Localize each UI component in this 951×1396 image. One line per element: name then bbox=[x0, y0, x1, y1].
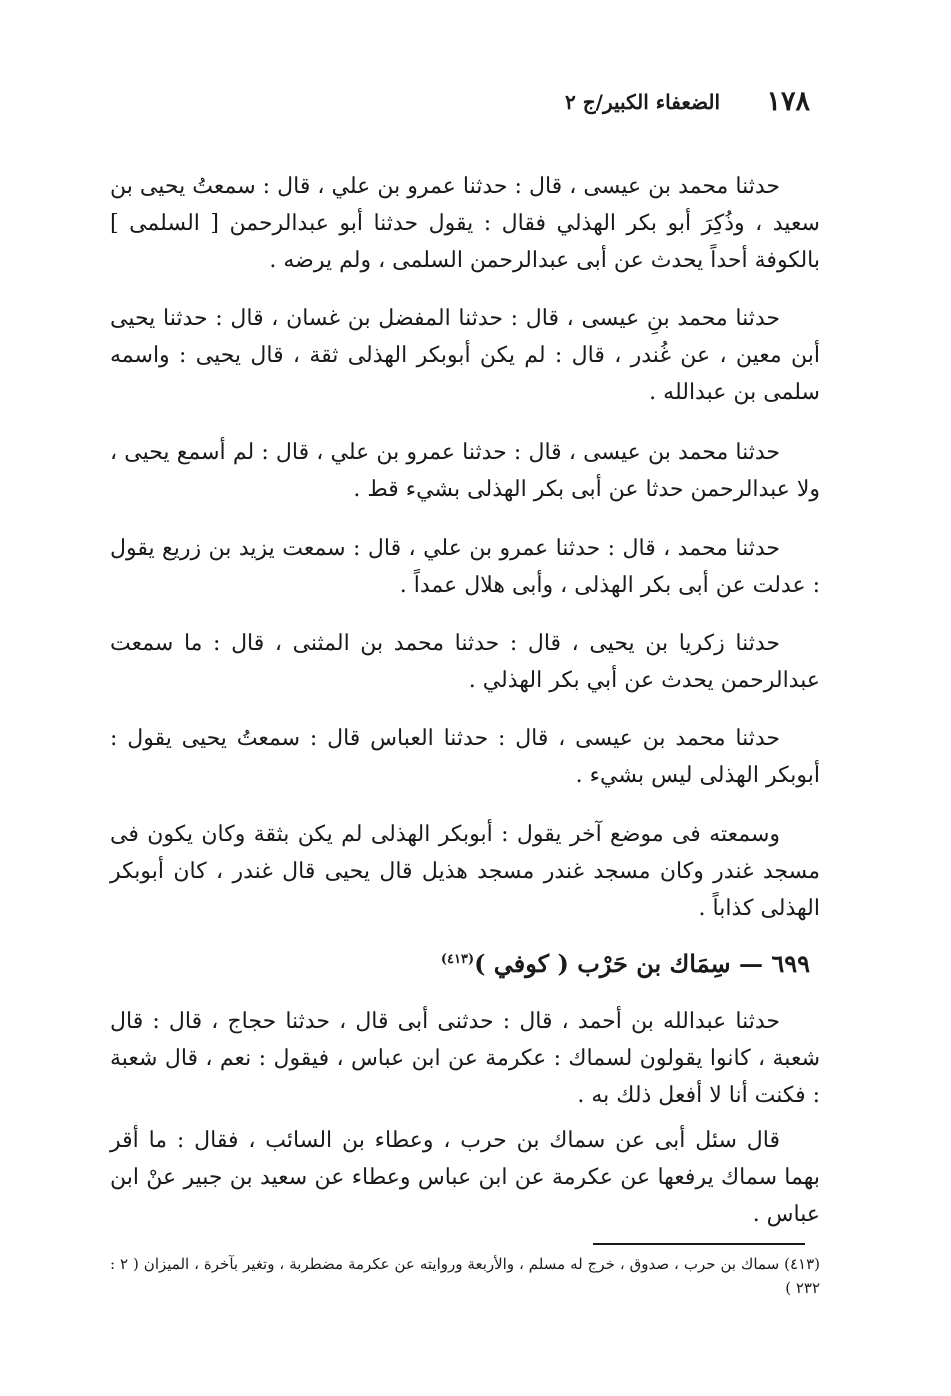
paragraph-text: قال سئل أبى عن سماك بن حرب ، وعطاء بن السائب ، فقال : ما أقر بهما سماك يرفعها عن عكرمة عن ابن عباس وعطاء عن سعيد بن جبير عنْ ابن عباس . bbox=[110, 1128, 820, 1227]
paragraph-text: وسمعته فى موضع آخر يقول : أبوبكر الهذلى لم يكن بثقة وكان يكون فى مسجد غندر وكان مسجد غندر مسجد هذيل قال يحيى قال غندر ، كان أبوبكر الهذلى كذاباً . bbox=[110, 822, 820, 921]
paragraph-text: حدثنا محمد بن عيسى ، قال : حدثنا العباس قال : سمعتُ يحيى يقول : أبوبكر الهذلى ليس بشيء . bbox=[110, 726, 820, 788]
paragraph-text: حدثنا محمد بنِ عيسى ، قال : حدثنا المفضل بن غسان ، قال : حدثنا يحيى أبن معين ، عن غُندر ، قال : لم يكن أبوبكر الهذلى ثقة ، قال يحيى : واسمه سلمى بن عبدالله . bbox=[110, 306, 820, 405]
page-number: ١٧٨ bbox=[766, 86, 810, 117]
paragraph-6 bbox=[110, 720, 820, 794]
paragraph-text: حدثنا محمد بن عيسى ، قال : حدثنا عمرو بن علي ، قال : لم أسمع يحيى ، ولا عبدالرحمن حدثا عن أبى بكر الهذلى بشيء قط . bbox=[110, 440, 820, 502]
entry-paragraph-1 bbox=[110, 1003, 820, 1114]
paragraph-5 bbox=[110, 625, 820, 699]
paragraph-2 bbox=[110, 300, 820, 411]
paragraph-3 bbox=[110, 434, 820, 508]
paragraph-text: حدثنا محمد ، قال : حدثنا عمرو بن علي ، قال : سمعت يزيد بن زريع يقول : عدلت عن أبى بكر الهذلى ، وأبى هلال عمداً . bbox=[110, 536, 820, 598]
footnote-divider bbox=[593, 1243, 805, 1245]
paragraph-4 bbox=[110, 530, 820, 604]
entry-paragraph-2 bbox=[110, 1122, 820, 1233]
paragraph-text: حدثنا محمد بن عيسى ، قال : حدثنا عمرو بن علي ، قال : سمعتُ يحيى بن سعيد ، وذُكِرَ أبو بكر الهذلي فقال : يقول حدثنا أبو عبدالرحمن [ السلمى ] بالكوفة أحداً يحدث عن أبى عبدالرحمن السلمى ، ولم يرضه . bbox=[110, 174, 820, 273]
paragraph-1 bbox=[110, 168, 820, 279]
entry-name: سِمَاك بن حَرْب bbox=[577, 949, 731, 978]
paragraph-text: حدثنا عبدالله بن أحمد ، قال : حدثنى أبى قال ، حدثنا حجاج ، قال : قال شعبة ، كانوا يقولون لسماك : عكرمة عن ابن عباس ، فيقول : نعم ، قال شعبة : فكنت أنا لا أفعل ذلك به . bbox=[110, 1009, 820, 1108]
footnote-reference: (٤١٣) bbox=[440, 952, 475, 967]
entry-origin: ( كوفي ) bbox=[474, 949, 569, 978]
footnote: (٤١٣) سماك بن حرب ، صدوق ، خرج له مسلم ، والأربعة وروايته عن عكرمة مضطربة ، وتغير بآخرة ، الميزان ( ٢ : ٢٣٢ ) bbox=[110, 1255, 820, 1297]
running-title: الضعفاء الكبير/ج ٢ bbox=[565, 90, 720, 114]
paragraph-7 bbox=[110, 816, 820, 927]
entry-number: ٦٩٩ bbox=[771, 949, 810, 978]
paragraph-text: حدثنا زكريا بن يحيى ، قال : حدثنا محمد بن المثنى ، قال : ما سمعت عبدالرحمن يحدث عن أبي بكر الهذلي . bbox=[110, 631, 820, 693]
entry-heading bbox=[380, 940, 810, 984]
page-header bbox=[380, 86, 810, 126]
entry-dash: — bbox=[738, 949, 763, 978]
